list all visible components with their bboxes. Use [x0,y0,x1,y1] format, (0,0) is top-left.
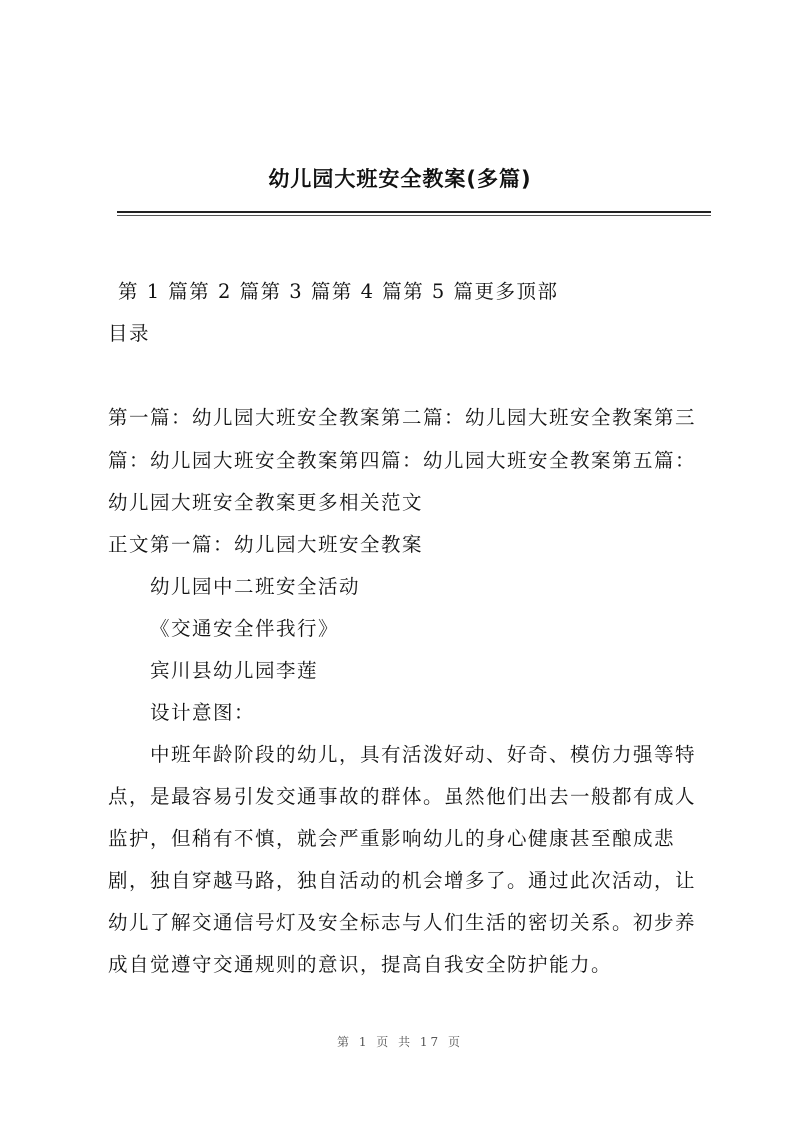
toc-line: 第一篇：幼儿园大班安全教案第二篇：幼儿园大班安全教案第三 [108,406,697,429]
activity-title: 《交通安全伴我行》 [150,617,340,640]
section-nav-links[interactable]: 第 1 篇第 2 篇第 3 篇第 4 篇第 5 篇更多顶部 [118,280,559,303]
toc-heading: 目录 [108,322,151,345]
body-heading: 正文第一篇：幼儿园大班安全教案 [108,533,424,556]
paragraph-line: 剧，独自穿越马路，独自活动的机会增多了。通过此次活动，让 [108,869,697,892]
design-intent-heading: 设计意图： [150,701,256,724]
page-footer: 第 1 页 共 17 页 [337,1035,463,1049]
document-title: 幼儿园大班安全教案(多篇) [268,167,532,191]
title-divider-thin [117,215,711,216]
paragraph-line: 中班年龄阶段的幼儿，具有活泼好动、好奇、模仿力强等特 [150,743,697,766]
activity-class: 幼儿园中二班安全活动 [150,575,361,598]
paragraph-line: 监护，但稍有不慎，就会严重影响幼儿的身心健康甚至酿成悲 [108,827,676,850]
paragraph-line: 点，是最容易引发交通事故的群体。虽然他们出去一般都有成人 [108,785,697,808]
paragraph-line: 成自觉遵守交通规则的意识，提高自我安全防护能力。 [108,953,613,976]
toc-line: 篇：幼儿园大班安全教案第四篇：幼儿园大班安全教案第五篇： [108,449,697,472]
title-divider [117,211,711,213]
paragraph-line: 幼儿了解交通信号灯及安全标志与人们生活的密切关系。初步养 [108,911,697,934]
author-line: 宾川县幼儿园李莲 [150,659,319,682]
toc-line: 幼儿园大班安全教案更多相关范文 [108,491,424,514]
